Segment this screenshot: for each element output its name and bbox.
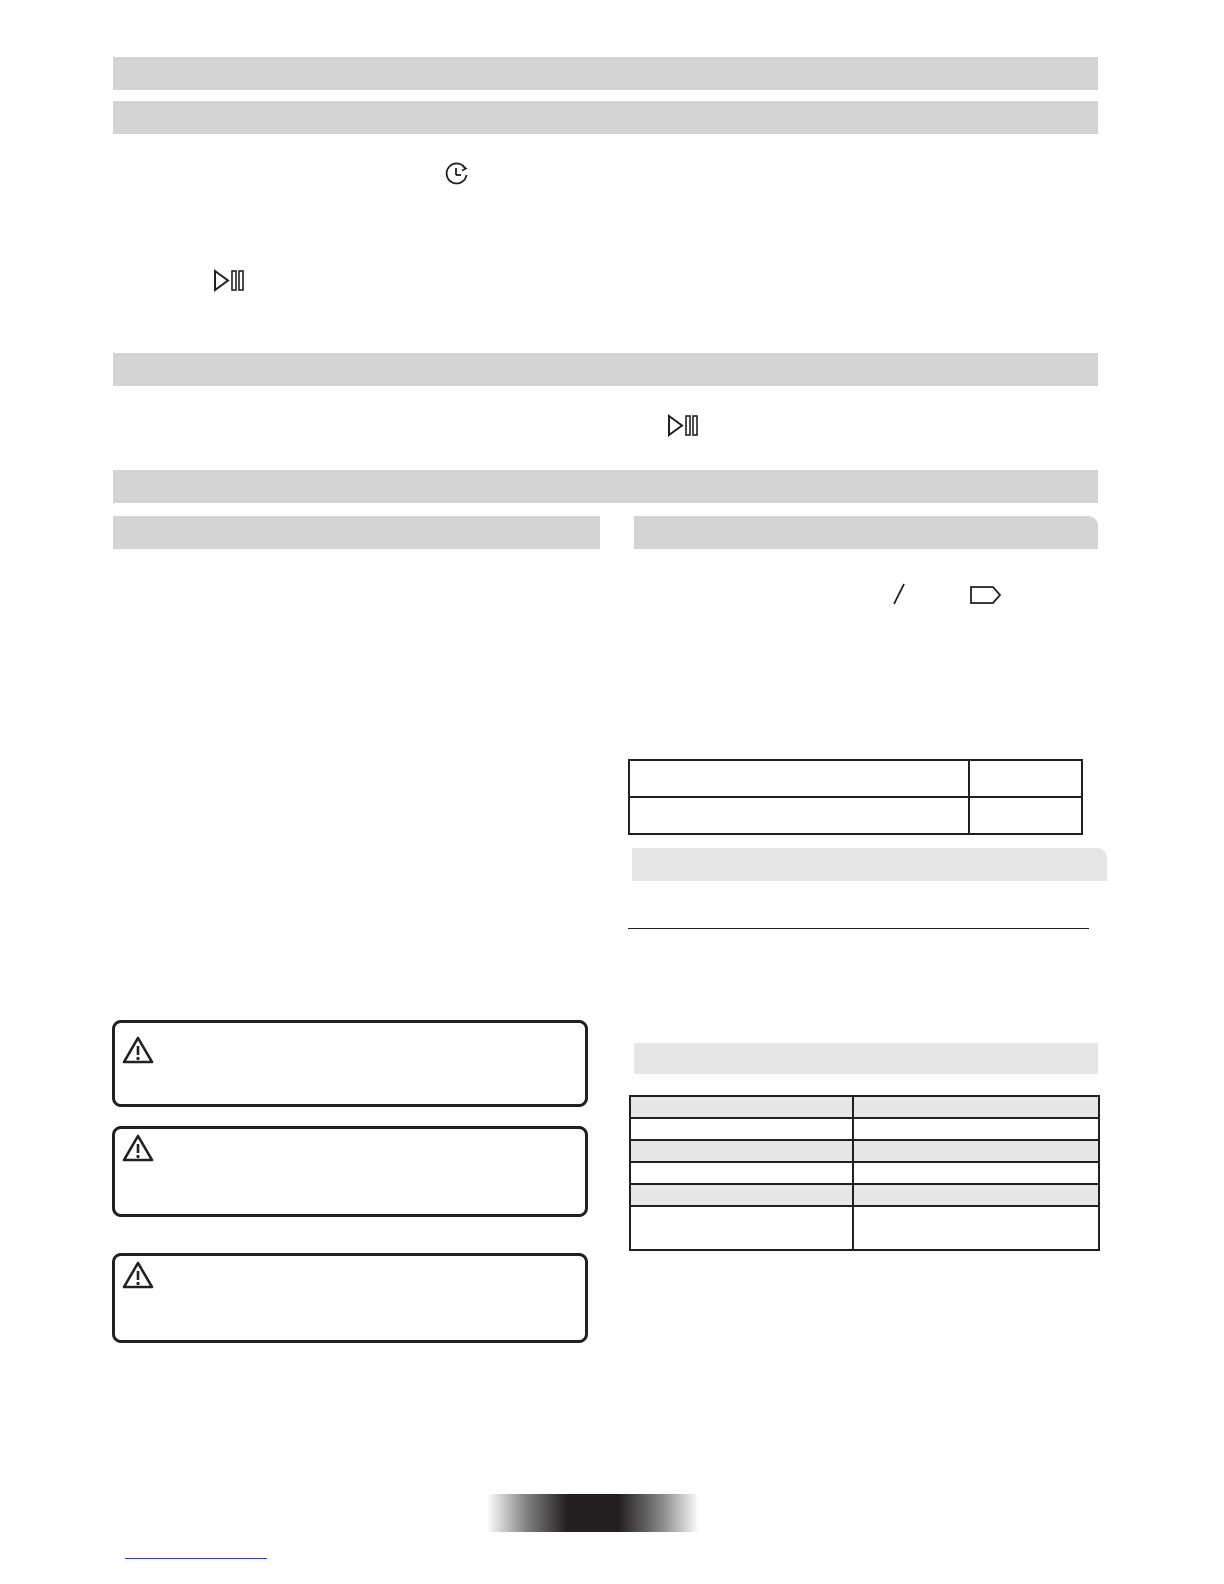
spec-table-header	[634, 1043, 1098, 1074]
slash-icon	[890, 582, 908, 606]
right-subsection-header	[632, 848, 1107, 881]
warning-triangle-icon	[121, 1260, 155, 1290]
header-bar-1	[113, 57, 1098, 90]
table-cell	[630, 1162, 853, 1184]
tag-shape-icon	[969, 585, 1003, 605]
footer-link-underline[interactable]	[125, 1558, 267, 1559]
divider-line	[628, 928, 1089, 929]
table-row	[629, 760, 1082, 797]
table-cell	[853, 1140, 1099, 1162]
table-row	[630, 1184, 1099, 1206]
warning-triangle-icon	[121, 1035, 155, 1065]
table-row	[630, 1118, 1099, 1140]
table-cell	[630, 1184, 853, 1206]
table-cell	[853, 1096, 1099, 1118]
section-bar-2	[113, 470, 1098, 503]
warning-box	[112, 1253, 588, 1343]
table-cell	[630, 1096, 853, 1118]
play-pause-icon	[666, 413, 702, 439]
section-bar-1	[113, 353, 1098, 386]
header-bar-2	[113, 101, 1098, 134]
table-cell	[630, 1118, 853, 1140]
table-cell	[969, 760, 1082, 797]
table-cell	[630, 1140, 853, 1162]
table-cell	[853, 1184, 1099, 1206]
clock-with-arrow-icon	[443, 160, 471, 188]
play-pause-icon	[212, 268, 248, 294]
table-cell	[969, 797, 1082, 834]
left-column-header	[113, 516, 600, 549]
table-cell	[629, 760, 969, 797]
table-cell	[629, 797, 969, 834]
table-row	[630, 1206, 1099, 1250]
table-row	[629, 797, 1082, 834]
page-number-tab	[487, 1494, 699, 1532]
right-column-header	[634, 516, 1098, 549]
table-row	[630, 1096, 1099, 1118]
table-cell	[853, 1206, 1099, 1250]
spec-table	[629, 1095, 1100, 1251]
table-cell	[853, 1118, 1099, 1140]
warning-box	[112, 1126, 588, 1217]
table-cell	[853, 1162, 1099, 1184]
warning-box	[112, 1020, 588, 1107]
table-row	[630, 1140, 1099, 1162]
table-row	[630, 1162, 1099, 1184]
two-column-table	[628, 759, 1083, 835]
warning-triangle-icon	[121, 1133, 155, 1163]
table-cell	[630, 1206, 853, 1250]
